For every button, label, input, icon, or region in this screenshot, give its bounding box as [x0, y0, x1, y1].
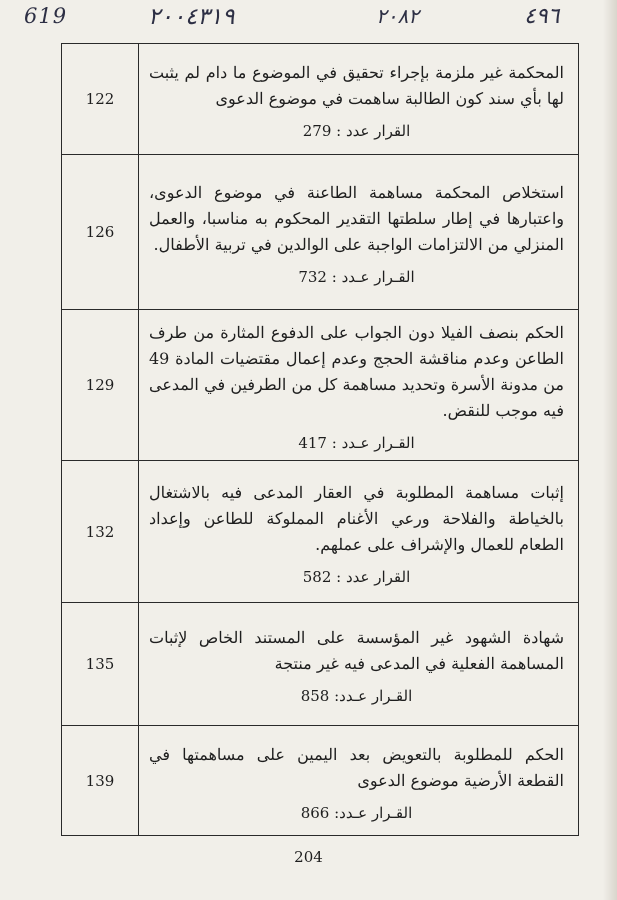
page-ref-cell: 139	[62, 726, 139, 836]
decision-number: القـرار عـدد: 858	[300, 687, 413, 705]
handwritten-note-corner: ٤٩٦	[524, 4, 560, 29]
ruling-cell	[139, 461, 579, 603]
ruling-cell	[139, 155, 579, 310]
ruling-text: الحكم للمطلوبة بالتعويض بعد اليمين على مساهمتها في القطعة الأرضية موضوع الدعوى	[149, 744, 564, 790]
decision-number: القرار عدد : 582	[302, 567, 411, 586]
ruling-text: شهادة الشهود غير المؤسسة على المستند الخاص لإثبات المساهمة الفعلية في المدعى فيه غير منتجة	[149, 628, 565, 673]
decision-number: القـرار عـدد : 417	[298, 434, 415, 452]
ruling-text: المحكمة غير ملزمة بإجراء تحقيق في الموضوع ما دام لم يثبت لها بأي سند كون الطالبة ساهمت في موضوع الدعوى	[149, 63, 564, 108]
page-ref-cell: 122	[62, 44, 139, 155]
page-ref-cell: 135	[62, 603, 139, 726]
page-ref-cell: 126	[62, 155, 139, 310]
ruling-cell	[139, 726, 579, 836]
page-ref-cell: 129	[62, 310, 139, 461]
decision-number: القرار عدد : 279	[302, 122, 411, 140]
table-row	[62, 44, 579, 155]
ruling-text: إثبات مساهمة المطلوبة في العقار المدعى فيه بالاشتغال بالخياطة والفلاحة ورعي الأغنام المملوكة للطاعن وإعداد الطعام للعمال والإشراف على عملهم.	[149, 482, 564, 554]
ruling-text: استخلاص المحكمة مساهمة الطاعنة في موضوع الدعوى، واعتبارها في إطار سلطتها التقدير المحكوم به مناسبا، والعمل المنزلي من الالتزامات الواجبة على الوالدين في تربية الأطفال.	[149, 183, 564, 254]
decision-number: القـرار عـدد : 732	[298, 268, 415, 286]
handwritten-note-left: 619	[24, 4, 68, 28]
table-row	[62, 603, 579, 726]
rulings-table	[61, 43, 579, 836]
decision-number: القـرار عـدد: 866	[300, 803, 413, 822]
ruling-cell	[139, 603, 579, 726]
table-row	[62, 155, 579, 310]
table-row	[62, 310, 579, 461]
table-row	[62, 726, 579, 836]
ruling-text: الحكم بنصف الفيلا دون الجواب على الدفوع المثارة من طرف الطاعن وعدم مناقشة الحجج وعدم إعمال مقتضيات المادة 49 من مدونة الأسرة وتحديد مساهمة كل من الطرفين في المدعى فيه موجب للنقض.	[149, 323, 564, 420]
handwritten-note-right: ٢٠٨٢	[376, 4, 419, 28]
ruling-cell	[139, 310, 579, 461]
handwritten-reference-number: ٢٠٠٤٣١٩	[148, 4, 235, 30]
ruling-cell	[139, 44, 579, 155]
page-number: 204	[294, 848, 323, 866]
table-row	[62, 461, 579, 603]
page-ref-cell: 132	[62, 461, 139, 603]
page-edge-shadow	[603, 0, 617, 900]
